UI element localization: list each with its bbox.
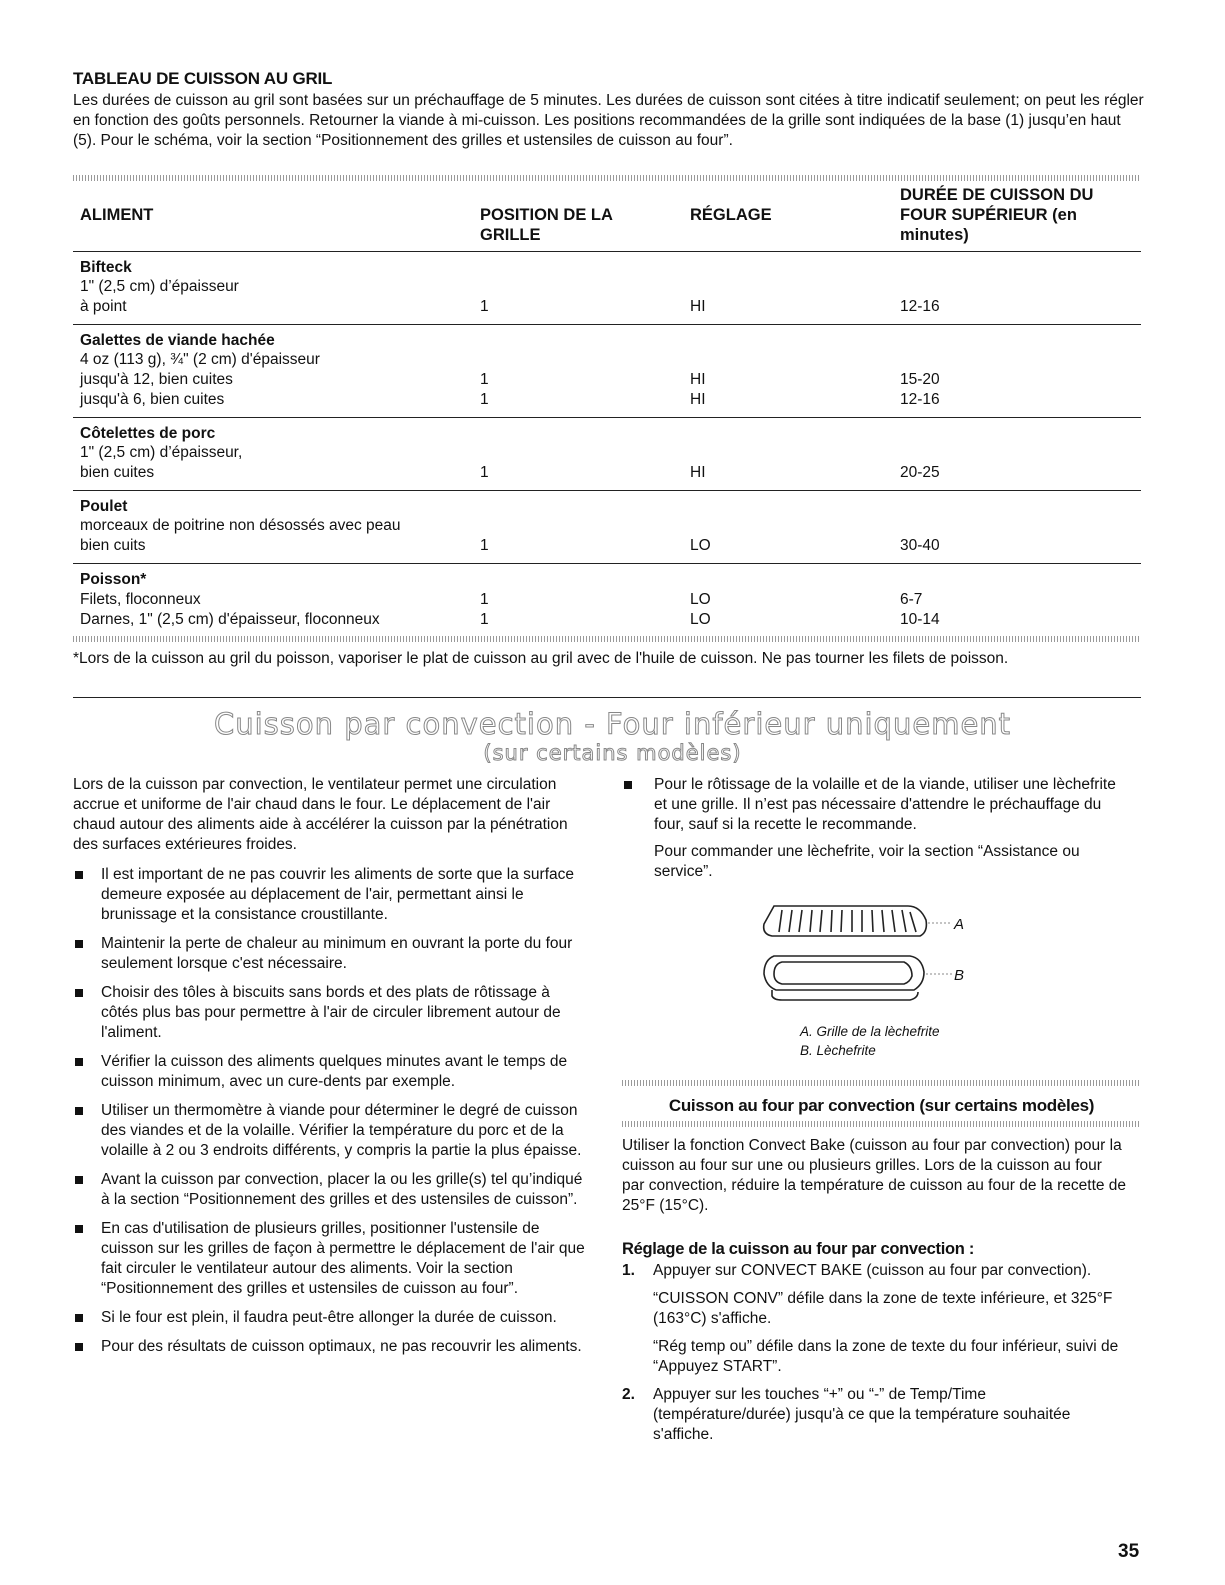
table-cell-setting: HI: [690, 371, 706, 388]
convection-section-title: Cuisson par convection - Four inférieur uniquement: [213, 707, 1012, 741]
diagram-label-b: B: [954, 967, 965, 984]
table-rule: [73, 417, 1141, 418]
list-item: [73, 1170, 588, 1210]
step-number: 1.: [622, 1262, 635, 1279]
broiler-pan-order-note: Pour commander une lèchefrite, voir la section “Assistance ou service”.: [654, 843, 1080, 880]
step-note: “Rég temp ou” défile dans la zone de texte du four inférieur, suivi de “Appuyez START”.: [653, 1338, 1119, 1375]
table-group-label: Galettes de viande hachée: [80, 332, 275, 349]
table-rule: [73, 251, 1141, 252]
convection-bake-heading: Cuisson au four par convection (sur certains modèles): [668, 1096, 1095, 1115]
table-cell-time: 6-7: [900, 591, 923, 608]
bullet-square-icon: [75, 871, 83, 879]
bullet-square-icon: [624, 781, 632, 789]
table-cell-setting: HI: [690, 391, 706, 408]
diagram-caption-a: A. Grille de la lèchefrite: [800, 1024, 940, 1039]
hatch-divider: [73, 636, 1141, 642]
step-note: “CUISSON CONV” défile dans la zone de texte inférieure, et 325°F (163°C) s'affiche.: [653, 1290, 1113, 1327]
bullet-square-icon: [75, 989, 83, 997]
bullet-square-icon: [75, 1343, 83, 1351]
convection-steps: [622, 1261, 1127, 1453]
table-cell-food: à point: [80, 298, 127, 315]
table-cell-food: 1" (2,5 cm) d’épaisseur,: [80, 444, 243, 461]
table-cell-food: 1" (2,5 cm) d’épaisseur: [80, 278, 239, 295]
header-rack: [480, 205, 613, 245]
step-number: 2.: [622, 1386, 635, 1403]
step-item: [622, 1261, 1127, 1377]
table-rule: [73, 324, 1141, 325]
table-group-label: Poulet: [80, 498, 128, 515]
table-group-label: Bifteck: [80, 259, 132, 276]
list-item-text: Pour des résultats de cuisson optimaux, ne pas recouvrir les aliments.: [101, 1338, 582, 1355]
header-rack-line: POSITION DE LA: [480, 206, 613, 224]
hatch-divider: [622, 1121, 1141, 1127]
diagram-label-a: A: [954, 916, 965, 933]
header-setting: RÉGLAGE: [690, 206, 772, 224]
header-rack-line: GRILLE: [480, 226, 541, 244]
broil-footnote: *Lors de la cuisson au gril du poisson, vaporiser le plat de cuisson au gril avec de l'huile de cuisson. Ne pas tourner les filets de poisson.: [73, 650, 1009, 667]
table-cell-setting: LO: [690, 591, 711, 608]
bullet-square-icon: [75, 1107, 83, 1115]
list-item: [73, 1308, 588, 1328]
table-cell-food: jusqu'à 6, bien cuites: [80, 391, 225, 408]
table-cell-rack: 1: [480, 537, 489, 554]
table-group-label: Poisson*: [80, 571, 147, 588]
list-item: [73, 1101, 588, 1161]
table-cell-food: jusqu'à 12, bien cuites: [80, 371, 233, 388]
convection-bake-intro: Utiliser la fonction Convect Bake (cuisson au four par convection) pour la cuisson au four sur une ou plusieurs grilles. Lors de la cuisson au four par convection, réduire la température de cuisson au four de la recette de 25°F (15°C).: [622, 1137, 1127, 1214]
hatch-divider: [622, 1080, 1141, 1086]
broiler-pan-diagram: [760, 898, 980, 1008]
list-item-text: Choisir des tôles à biscuits sans bords et des plats de rôtissage à côtés plus bas pour permettre à l'air de circuler librement autour de l'aliment.: [101, 984, 561, 1041]
table-cell-time: 15-20: [900, 371, 940, 388]
table-cell-rack: 1: [480, 591, 489, 608]
broiler-grid-illustration: [764, 906, 927, 936]
table-rule: [73, 490, 1141, 491]
header-time: [900, 185, 1093, 245]
header-time-line: DURÉE DE CUISSON DU: [900, 186, 1094, 204]
table-cell-setting: LO: [690, 537, 711, 554]
list-item-text: Si le four est plein, il faudra peut-être allonger la durée de cuisson.: [101, 1309, 557, 1326]
broil-chart-title: TABLEAU DE CUISSON AU GRIL: [73, 69, 333, 88]
list-item-text: Avant la cuisson par convection, placer la ou les grille(s) tel qu’indiqué à la section “Positionnement des grilles et des ustensiles de cuisson”.: [101, 1171, 583, 1208]
table-cell-food: morceaux de poitrine non désossés avec peau: [80, 517, 401, 534]
convection-right-column: [622, 775, 1132, 892]
bullet-square-icon: [75, 1225, 83, 1233]
table-cell-rack: 1: [480, 464, 489, 481]
convection-settings-heading: Réglage de la cuisson au four par convection :: [622, 1240, 975, 1258]
broil-chart-intro: Les durées de cuisson au gril sont basées sur un préchauffage de 5 minutes. Les durées de cuisson sont citées à titre indicatif seulement; on peut les régler en fonction des goûts personnels. Retourner la viande à mi-cuisson. Les positions recommandées de la grille sont indiquées de la base (1) jusqu’en haut (5). Pour le schéma, voir la section “Positionnement des grilles et ustensiles de cuisson au four”.: [73, 92, 1144, 149]
step-text: Appuyer sur les touches “+” ou “-” de Temp/Time (température/durée) jusqu'à ce que la température souhaitée s'affiche.: [653, 1386, 1071, 1443]
bullet-square-icon: [75, 1176, 83, 1184]
diagram-caption-b: B. Lèchefrite: [800, 1043, 876, 1058]
convection-section-subtitle: (sur certains modèles): [483, 741, 742, 765]
table-cell-time: 10-14: [900, 611, 940, 628]
list-item: [73, 865, 588, 925]
convection-left-column: [73, 775, 588, 1366]
list-item: [622, 775, 1132, 835]
table-cell-food: bien cuits: [80, 537, 146, 554]
list-item-text: Pour le rôtissage de la volaille et de la viande, utiliser une lèchefrite et une grille. Il n’est pas nécessaire d'attendre le préchauffage du four, sauf si la recette le recommande.: [654, 776, 1116, 833]
list-item-text: Maintenir la perte de chaleur au minimum en ouvrant la porte du four seulement lorsque c'est nécessaire.: [101, 935, 573, 972]
table-cell-time: 30-40: [900, 537, 940, 554]
list-item: [73, 1052, 588, 1092]
list-item: [73, 934, 588, 974]
list-item-text: Utiliser un thermomètre à viande pour déterminer le degré de cuisson des viandes et de la volaille. Vérifier la température du porc et de la volaille à 2 ou 3 endroits différents, y compris la partie la plus épaisse.: [101, 1102, 582, 1159]
table-cell-food: Filets, floconneux: [80, 591, 201, 608]
hatch-divider: [73, 175, 1141, 181]
convection-bake-column: [622, 1136, 1127, 1226]
table-cell-rack: 1: [480, 391, 489, 408]
section-rule: [73, 697, 1141, 698]
header-time-line: FOUR SUPÉRIEUR (en: [900, 206, 1077, 224]
table-cell-rack: 1: [480, 611, 489, 628]
step-item: [622, 1385, 1127, 1445]
list-item: [73, 983, 588, 1043]
list-item: [73, 1219, 588, 1299]
table-cell-time: 20-25: [900, 464, 940, 481]
convection-intro: Lors de la cuisson par convection, le ventilateur permet une circulation accrue et uniforme de l'air chaud dans le four. Le déplacement de l'air chaud autour des aliments aide à accélérer la cuisson par la pénétration des surfaces extérieures froides.: [73, 776, 568, 853]
table-cell-setting: HI: [690, 298, 706, 315]
step-text: Appuyer sur CONVECT BAKE (cuisson au four par convection).: [653, 1262, 1092, 1279]
bullet-square-icon: [75, 1314, 83, 1322]
table-cell-food: bien cuites: [80, 464, 155, 481]
bullet-square-icon: [75, 1058, 83, 1066]
bullet-square-icon: [75, 940, 83, 948]
page-number: 35: [1118, 1541, 1140, 1562]
table-cell-time: 12-16: [900, 391, 940, 408]
header-time-line: minutes): [900, 226, 969, 244]
table-cell-food: Darnes, 1" (2,5 cm) d'épaisseur, floconneux: [80, 611, 380, 628]
table-cell-setting: LO: [690, 611, 711, 628]
list-item-text: Il est important de ne pas couvrir les aliments de sorte que la surface demeure exposée au déplacement de l'air, permettant ainsi le brunissage et la consistance croustillante.: [101, 866, 574, 923]
table-rule: [73, 563, 1141, 564]
list-item-text: Vérifier la cuisson des aliments quelques minutes avant le temps de cuisson minimum, avec un cure-dents par exemple.: [101, 1053, 568, 1090]
list-item: [73, 1337, 588, 1357]
table-cell-setting: HI: [690, 464, 706, 481]
list-item-text: En cas d'utilisation de plusieurs grilles, positionner l'ustensile de cuisson sur les grilles de façon à permettre le déplacement de l'air que fait circuler le ventilateur autour des aliments. Voir la section “Positionnement des grilles et ustensiles de cuisson au four”.: [101, 1220, 585, 1297]
table-group-label: Côtelettes de porc: [80, 425, 216, 442]
broiler-pan-illustration: [764, 956, 924, 1000]
header-food: ALIMENT: [80, 206, 154, 224]
table-cell-rack: 1: [480, 298, 489, 315]
table-cell-rack: 1: [480, 371, 489, 388]
table-cell-time: 12-16: [900, 298, 940, 315]
table-cell-food: 4 oz (113 g), ¾" (2 cm) d'épaisseur: [80, 351, 320, 368]
